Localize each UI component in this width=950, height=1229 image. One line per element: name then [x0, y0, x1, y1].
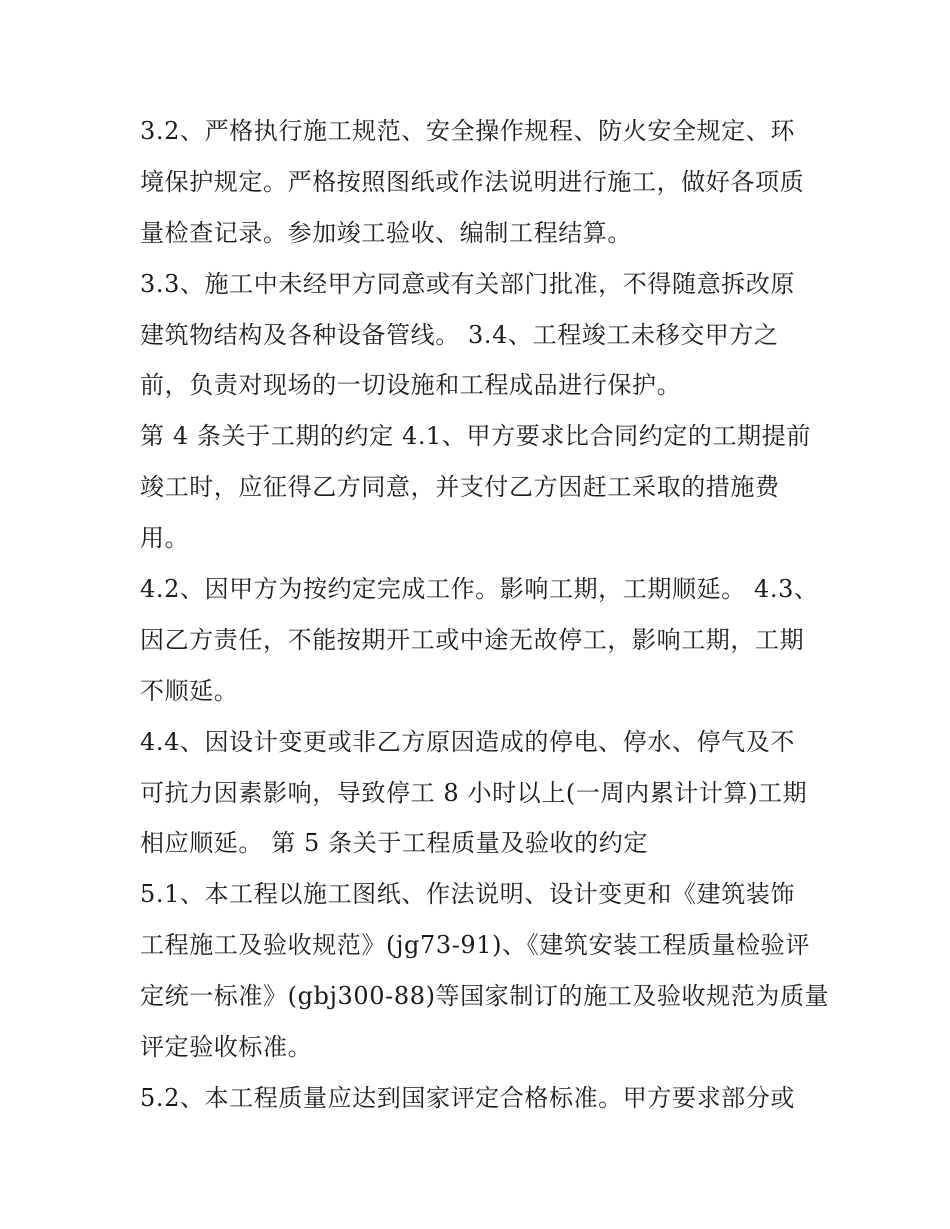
text-line-17: 工程施工及验收规范》(jg73-91)、《建筑安装工程质量检验评: [140, 931, 810, 960]
contract-text-body: [140, 106, 830, 1124]
text-line-14: 可抗力因素影响，导致停工 8 小时以上(一周内累计计算)工期: [140, 778, 808, 807]
text-line-5: 建筑物结构及各种设备管线。 3.4、工程竣工未移交甲方之: [140, 320, 779, 349]
text-line-6: 前，负责对现场的一切设施和工程成品进行保护。: [140, 371, 682, 400]
text-line-19: 评定验收标准。: [140, 1033, 313, 1062]
text-line-18: 定统一标准》(gbj300-88)等国家制订的施工及验收规范为质量: [140, 982, 830, 1011]
text-line-7: 第 4 条关于工期的约定 4.1、甲方要求比合同约定的工期提前: [140, 422, 811, 451]
text-line-11: 因乙方责任，不能按期开工或中途无故停工，影响工期，工期: [140, 625, 805, 654]
text-line-3: 量检查记录。参加竣工验收、编制工程结算。: [140, 218, 632, 247]
text-line-8: 竣工时，应征得乙方同意，并支付乙方因赶工采取的措施费: [140, 473, 780, 502]
text-line-20: 5.2、本工程质量应达到国家评定合格标准。甲方要求部分或: [140, 1083, 795, 1112]
text-line-2: 境保护规定。严格按照图纸或作法说明进行施工，做好各项质: [140, 167, 805, 196]
text-line-16: 5.1、本工程以施工图纸、作法说明、设计变更和《建筑装饰: [140, 880, 795, 909]
text-line-10: 4.2、因甲方为按约定完成工作。影响工期，工期顺延。 4.3、: [140, 575, 819, 604]
text-line-13: 4.4、因设计变更或非乙方原因造成的停电、停水、停气及不: [140, 727, 795, 756]
text-line-1: 3.2、严格执行施工规范、安全操作规程、防火安全规定、环: [140, 117, 795, 145]
text-line-15: 相应顺延。 第 5 条关于工程质量及验收的约定: [140, 829, 648, 858]
text-line-4: 3.3、施工中未经甲方同意或有关部门批准，不得随意拆改原: [140, 269, 795, 298]
text-line-12: 不顺延。: [140, 676, 239, 705]
text-line-9: 用。: [140, 524, 190, 553]
